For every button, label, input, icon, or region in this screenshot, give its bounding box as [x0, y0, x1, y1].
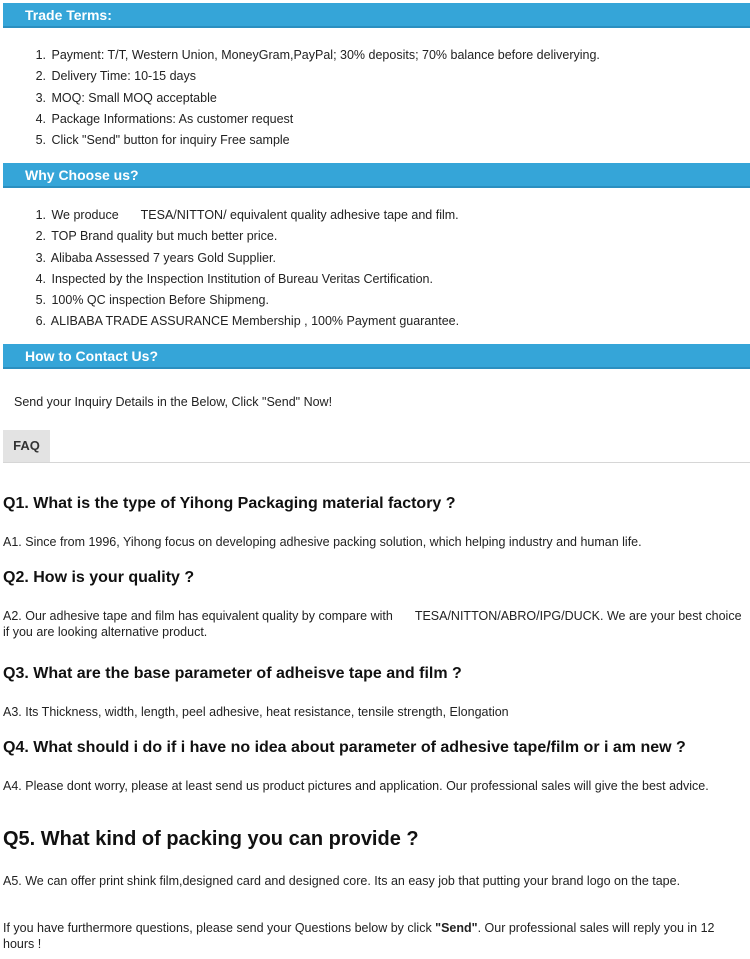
list-item: 2. Delivery Time: 10-15 days: [35, 69, 196, 84]
faq-question-4: Q4. What should i do if i have no idea about parameter of adhesive tape/film or i am new ?: [3, 739, 686, 756]
footer-text: If you have furthermore questions, please send your Questions below by click "Send". Our professional sales will reply you in 12 hours !: [3, 921, 715, 951]
list-item: 2. TOP Brand quality but much better price.: [35, 229, 278, 244]
faq-tab[interactable]: FAQ: [3, 430, 50, 462]
why-choose-list: [32, 205, 459, 333]
list-item: 5. Click "Send" button for inquiry Free sample: [35, 133, 290, 148]
faq-answer-5: A5. We can offer print shink film,designed card and designed core. Its an easy job that putting your brand logo on the tape.: [3, 874, 681, 888]
list-item: 4. Inspected by the Inspection Institution of Bureau Veritas Certification.: [35, 271, 433, 286]
list-item: 3. MOQ: Small MOQ acceptable: [35, 90, 217, 105]
faq-question-2: Q2. How is your quality ?: [3, 569, 195, 586]
faq-answer-4: A4. Please dont worry, please at least send us product pictures and application. Our professional sales will give the best advice.: [3, 779, 709, 793]
list-item: 1. Payment: T/T, Western Union, MoneyGram,PayPal; 30% deposits; 70% balance before deliverying.: [35, 48, 600, 62]
trade-terms-list: [32, 45, 600, 151]
faq-question-1: Q1. What is the type of Yihong Packaging material factory ?: [3, 495, 456, 512]
send-keyword: "Send": [435, 921, 478, 935]
faq-question-5: Q5. What kind of packing you can provide ?: [3, 828, 419, 850]
list-item: 5. 100% QC inspection Before Shipmeng.: [35, 293, 269, 308]
faq-answer-2: A2. Our adhesive tape and film has equivalent quality by compare with TESA/NITTON/ABRO/IPG/DUCK. We are your best choice if you are looking alternative product.: [3, 609, 742, 639]
contact-text: Send your Inquiry Details in the Below, Click "Send" Now!: [14, 395, 333, 409]
list-item: 6. ALIBABA TRADE ASSURANCE Membership , 100% Payment guarantee.: [35, 314, 460, 329]
faq-answer-1: A1. Since from 1996, Yihong focus on developing adhesive packing solution, which helping industry and human life.: [3, 535, 642, 549]
why-choose-heading: Why Choose us?: [3, 163, 750, 188]
faq-answer-3: A3. Its Thickness, width, length, peel adhesive, heat resistance, tensile strength, Elongation: [3, 705, 509, 719]
faq-divider: [3, 462, 750, 463]
trade-terms-heading: Trade Terms:: [3, 3, 750, 28]
list-item: 4. Package Informations: As customer request: [35, 111, 294, 126]
list-item: 3. Alibaba Assessed 7 years Gold Supplier.: [35, 250, 276, 265]
list-item: 1. We produce TESA/NITTON/ equivalent quality adhesive tape and film.: [35, 208, 459, 222]
faq-question-3: Q3. What are the base parameter of adheisve tape and film ?: [3, 665, 462, 682]
contact-heading: How to Contact Us?: [3, 344, 750, 369]
